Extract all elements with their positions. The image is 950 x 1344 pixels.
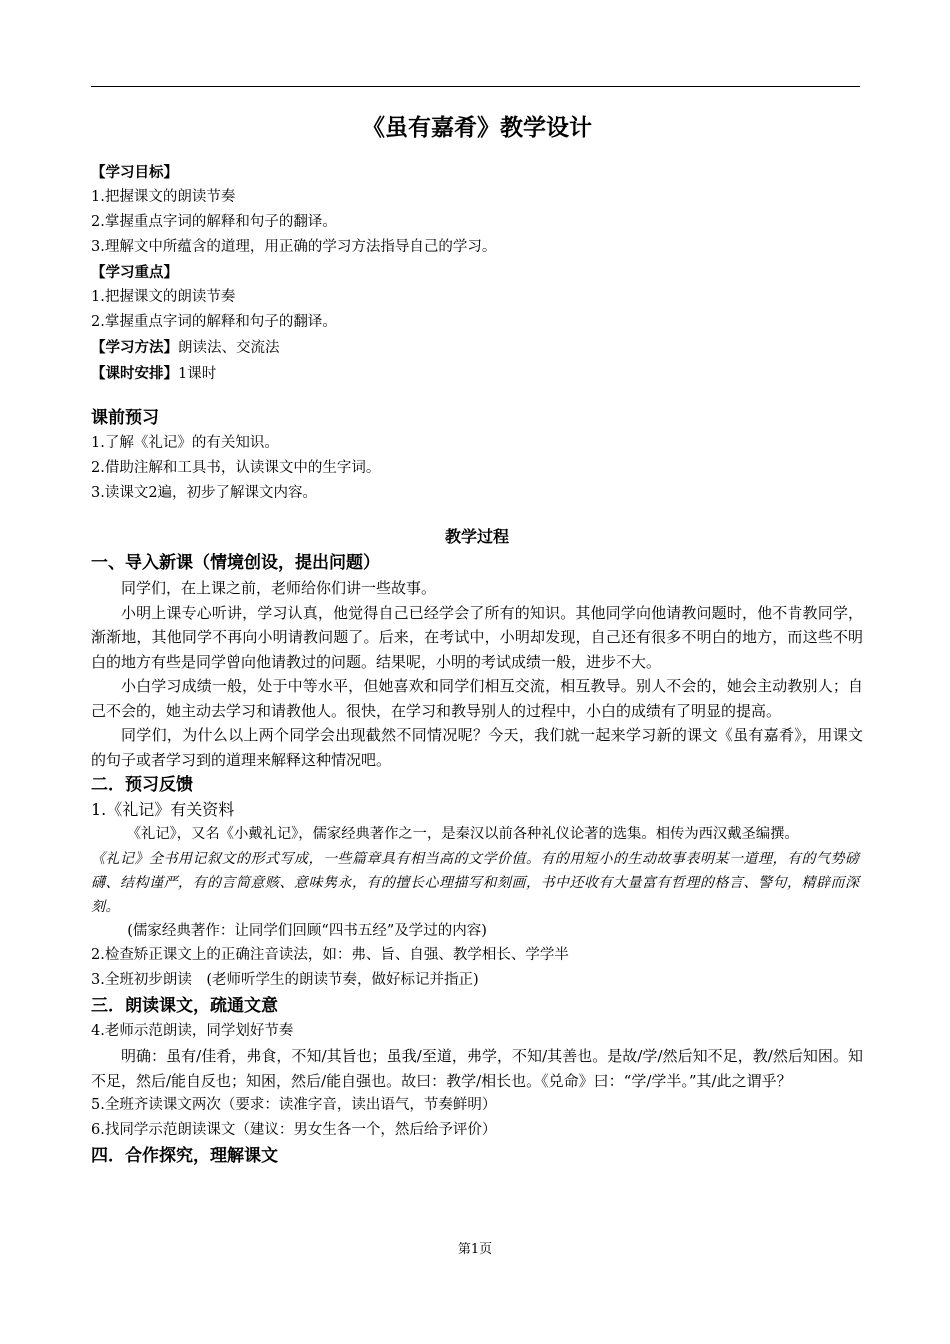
objective-item: 1.把握课文的朗读节奏 (91, 189, 236, 205)
liji-note: (儒家经典著作：让同学们回顾“四书五经”及学过的内容) (127, 922, 487, 939)
schedule-line (91, 361, 863, 387)
section-1-paragraph: 同学们，为什么以上两个同学会出现截然不同情况呢？今天，我们就一起来学习新的课文《虽有嘉肴》，用课文的句子或者学习到的道理来解释这种情况吧。 (91, 726, 863, 769)
header-rule (91, 86, 860, 87)
key-point-item: 2.掌握重点字词的解释和句子的翻译。 (91, 314, 337, 330)
preview-item: 3.读课文2遍，初步了解课文内容。 (91, 485, 318, 501)
section-1-heading: 一、导入新课（情境创设，提出问题） (91, 553, 380, 573)
schedule-text: 1课时 (178, 366, 217, 382)
section-1-paragraph: 小明上课专心听讲，学习认真，他觉得自己已经学会了所有的知识。其他同学向他请教问题时，他不肯教同学，渐渐地，其他同学不再向小明请教问题了。后来，在考试中，小明却发现，自己还有很多不明白的地方，而这些不明白的地方有些是同学曾向他请教过的问题。结果呢，小明的考试成绩一般，进步不大。 (91, 603, 863, 671)
liji-italic-paragraph: 《礼记》全书用记叙文的形式写成，一些篇章具有相当高的文学价值。有的用短小的生动故事表明某一道理，有的气势磅礴、结构谨严，有的言简意赅、意味隽永，有的擅长心理描写和刻画，书中还收有大量富有哲理的格言、警句，精辟而深刻。 (91, 850, 860, 915)
section-4-heading: 四．合作探究，理解课文 (91, 1146, 278, 1166)
method-label: 【学习方法】 (91, 339, 178, 356)
section-1-paragraph: 小白学习成绩一般，处于中等水平，但她喜欢和同学们相互交流，相互教导。别人不会的，她会主动教别人；自己不会的，她主动去学习和请教他人。很快，在学习和教导别人的过程中，小白的成绩有了明显的提高。 (91, 677, 863, 720)
objective-item: 2.掌握重点字词的解释和句子的翻译。 (91, 214, 337, 230)
objectives-label: 【学习目标】 (91, 164, 178, 181)
page-number: 第1页 (457, 1242, 493, 1257)
preview-heading: 课前预习 (91, 408, 159, 428)
key-points-label: 【学习重点】 (91, 264, 178, 281)
section-3-heading: 三．朗读课文，疏通文意 (91, 996, 278, 1016)
section-2-item: 2.检查矫正课文上的正确注音读法，如：弗、旨、自强、教学相长、学学半 (91, 947, 569, 963)
liji-paragraph: 《礼记》，又名《小戴礼记》，儒家经典著作之一，是秦汉以前各种礼仪论著的选集。相传为西汉戴圣编撰。 (126, 826, 799, 842)
schedule-label: 【课时安排】 (91, 365, 178, 382)
liji-subheading: 1.《礼记》有关资料 (91, 800, 235, 819)
preview-item: 1.了解《礼记》的有关知识。 (91, 435, 279, 451)
page-title: 《虽有嘉肴》教学设计 (362, 114, 592, 141)
objective-item: 3.理解文中所蕴含的道理，用正确的学习方法指导自己的学习。 (91, 239, 497, 255)
section-3-item: 6.找同学示范朗读课文（建议：男女生各一个，然后给予评价） (91, 1122, 497, 1138)
section-2-item: 3.全班初步朗读 (老师听学生的朗读节奏，做好标记并指正) (91, 972, 479, 988)
process-heading: 教学过程 (444, 527, 509, 546)
section-2-heading: 二．预习反馈 (91, 775, 193, 795)
section-3-item: 5.全班齐读课文两次（要求：读准字音，读出语气，节奏鲜明） (91, 1097, 497, 1113)
section-1-paragraph: 同学们，在上课之前，老师给你们讲一些故事。 (121, 579, 437, 597)
method-text: 朗读法、交流法 (178, 340, 280, 356)
document-body (91, 112, 863, 1169)
section-3-item: 4.老师示范朗读，同学划好节奏 (91, 1023, 294, 1039)
key-point-item: 1.把握课文的朗读节奏 (91, 289, 236, 305)
preview-item: 2.借助注解和工具书，认读课文中的生字词。 (91, 460, 381, 476)
method-line (91, 335, 863, 361)
section-3-paragraph: 明确：虽有/佳肴，弗食，不知/其旨也；虽我/至道，弗学，不知/其善也。是故/学/然后知不足，教/然后知困。知不足，然后/能自反也；知困，然后/能自强也。故曰：教学/相长也。《兑命》曰：“学/学半。”其/此之谓乎？ (91, 1047, 863, 1090)
